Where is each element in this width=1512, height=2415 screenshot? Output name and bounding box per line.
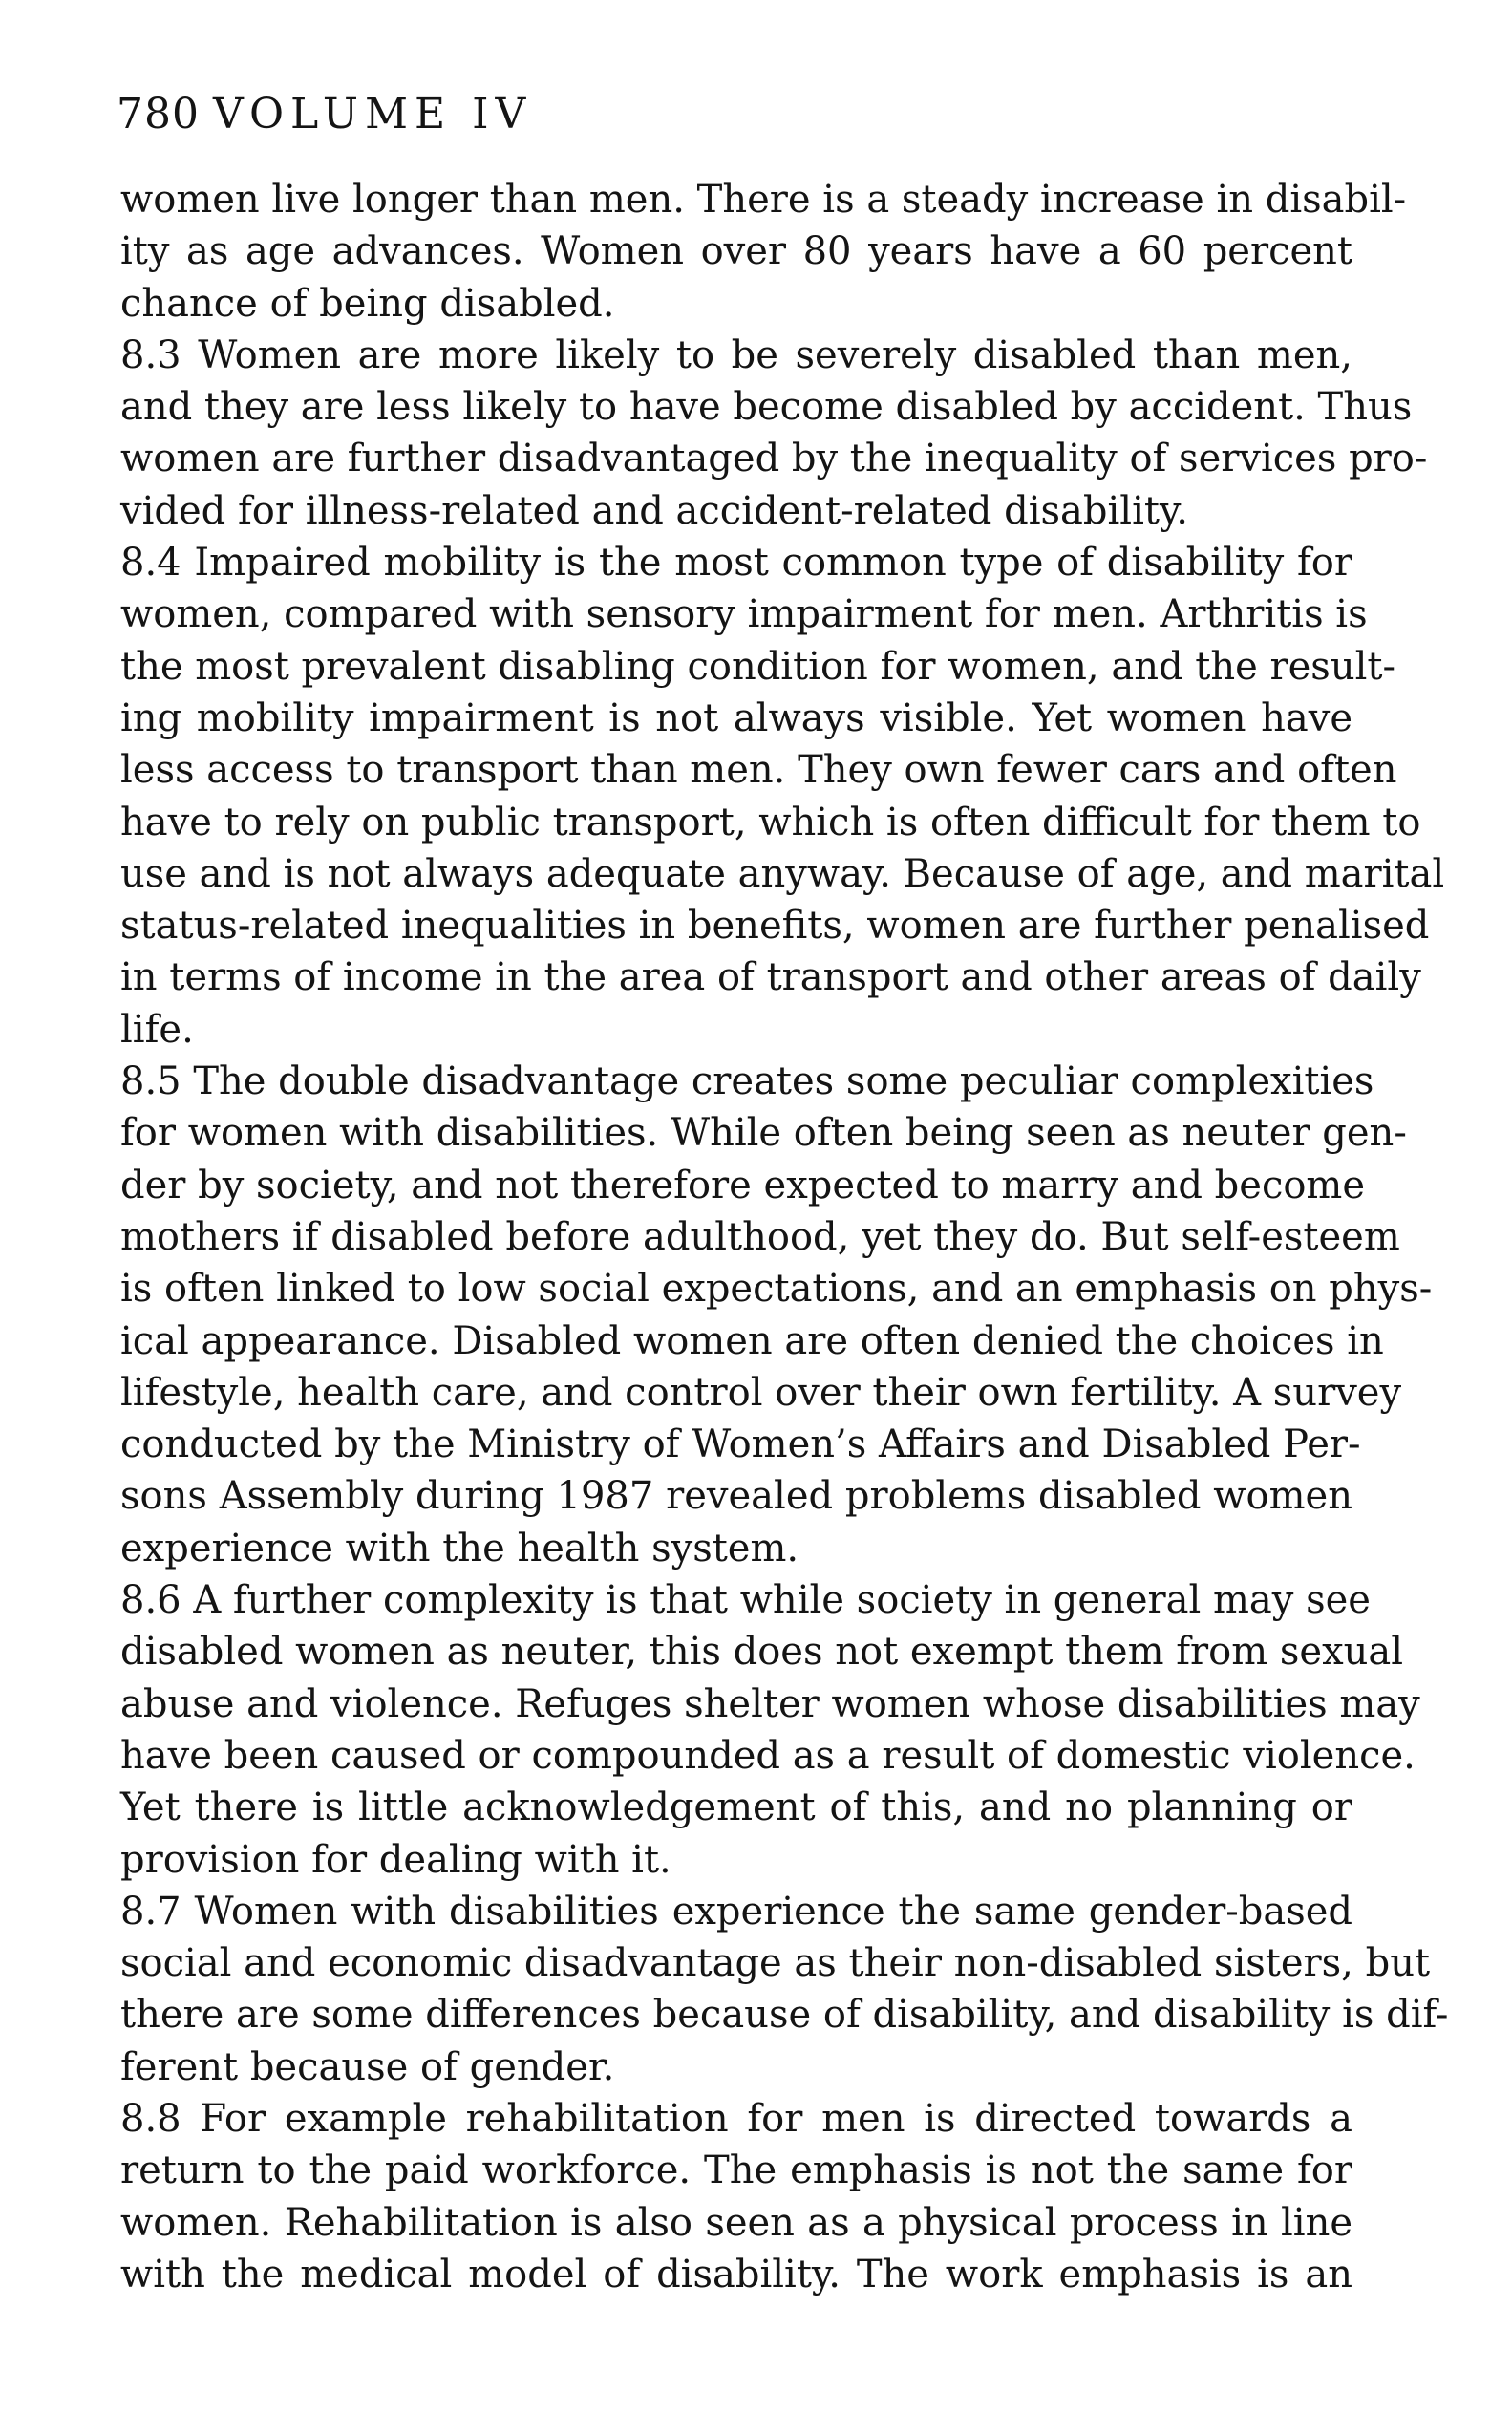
text-line: 8.7 Women with disabilities experience the same gender-based (120, 1889, 1352, 1934)
paragraph-8-6 (120, 1574, 1420, 1886)
text-line: and they are less likely to have become disabled by accident. Thus (120, 385, 1413, 430)
paragraph-8-8 (120, 2093, 1352, 2300)
text-line: Yet there is little acknowledgement of this, and no planning or (120, 1785, 1352, 1830)
text-line: 8.5 The double disadvantage creates some peculiar complexities (120, 1059, 1374, 1104)
text-line: 8.6 A further complexity is that while society in general may see (120, 1578, 1371, 1623)
paragraph-continuation (120, 174, 1407, 330)
text-line: provision for dealing with it. (120, 1837, 671, 1882)
text-line: have to rely on public transport, which is often difficult for them to (120, 800, 1421, 844)
page-number: 780 (117, 90, 200, 139)
text-line: in terms of income in the area of transport and other areas of daily (120, 955, 1421, 1000)
text-line: der by society, and not therefore expected to marry and become (120, 1163, 1366, 1208)
text-line: there are some differences because of disability, and disability is dif- (120, 1993, 1449, 2038)
body-text (120, 174, 1449, 2300)
text-line: is often linked to low social expectations, and an emphasis on phys- (120, 1267, 1433, 1312)
text-line: ity as age advances. Women over 80 years have a 60 percent (120, 229, 1352, 274)
text-line: have been caused or compounded as a result of domestic violence. (120, 1733, 1416, 1778)
text-line: 8.3 Women are more likely to be severely disabled than men, (120, 332, 1352, 377)
text-line: 8.4 Impaired mobility is the most common type of disability for (120, 541, 1352, 586)
text-line: life. (120, 1007, 194, 1052)
text-line: disabled women as neuter, this does not exempt them from sexual (120, 1630, 1404, 1675)
volume-label: VOLUME IV (212, 90, 533, 139)
text-line: social and economic disadvantage as their non-disabled sisters, but (120, 1941, 1431, 1986)
text-line: sons Assembly during 1987 revealed problems disabled women (120, 1474, 1352, 1519)
text-line: vided for illness-related and accident-related disability. (120, 488, 1188, 533)
paragraph-8-4 (120, 537, 1445, 1056)
paragraph-8-7 (120, 1886, 1449, 2093)
text-line: for women with disabilities. While often being seen as neuter gen- (120, 1111, 1407, 1156)
text-line: ferent because of gender. (120, 2044, 615, 2089)
text-line: chance of being disabled. (120, 281, 615, 326)
text-line: women live longer than men. There is a steady increase in disabil- (120, 178, 1407, 222)
running-head (117, 88, 532, 141)
text-line: less access to transport than men. They own fewer cars and often (120, 748, 1397, 793)
paragraph-8-5 (120, 1056, 1433, 1574)
text-line: ing mobility impairment is not always visible. Yet women have (120, 695, 1352, 740)
text-line: return to the paid workforce. The emphasis is not the same for (120, 2148, 1352, 2193)
text-line: mothers if disabled before adulthood, yet they do. But self-esteem (120, 1214, 1400, 1259)
text-line: status-related inequalities in benefits, women are further penalised (120, 904, 1430, 949)
text-line: conducted by the Ministry of Women’s Affairs and Disabled Per- (120, 1422, 1361, 1467)
text-line: experience with the health system. (120, 1526, 799, 1571)
text-line: women, compared with sensory impairment for men. Arthritis is (120, 592, 1368, 637)
text-line: lifestyle, health care, and control over their own fertility. A survey (120, 1370, 1402, 1415)
text-line: ical appearance. Disabled women are often denied the choices in (120, 1318, 1384, 1363)
text-line: abuse and violence. Refuges shelter women whose disabilities may (120, 1681, 1420, 1726)
paragraph-8-3 (120, 330, 1428, 537)
text-line: the most prevalent disabling condition for women, and the result- (120, 644, 1395, 689)
text-line: 8.8 For example rehabilitation for men is directed towards a (120, 2096, 1352, 2141)
text-line: women are further disadvantaged by the inequality of services pro- (120, 437, 1428, 481)
text-line: use and is not always adequate anyway. Because of age, and marital (120, 851, 1445, 896)
text-line: women. Rehabilitation is also seen as a physical process in line (120, 2200, 1352, 2245)
text-line: with the medical model of disability. The work emphasis is an (120, 2252, 1352, 2297)
